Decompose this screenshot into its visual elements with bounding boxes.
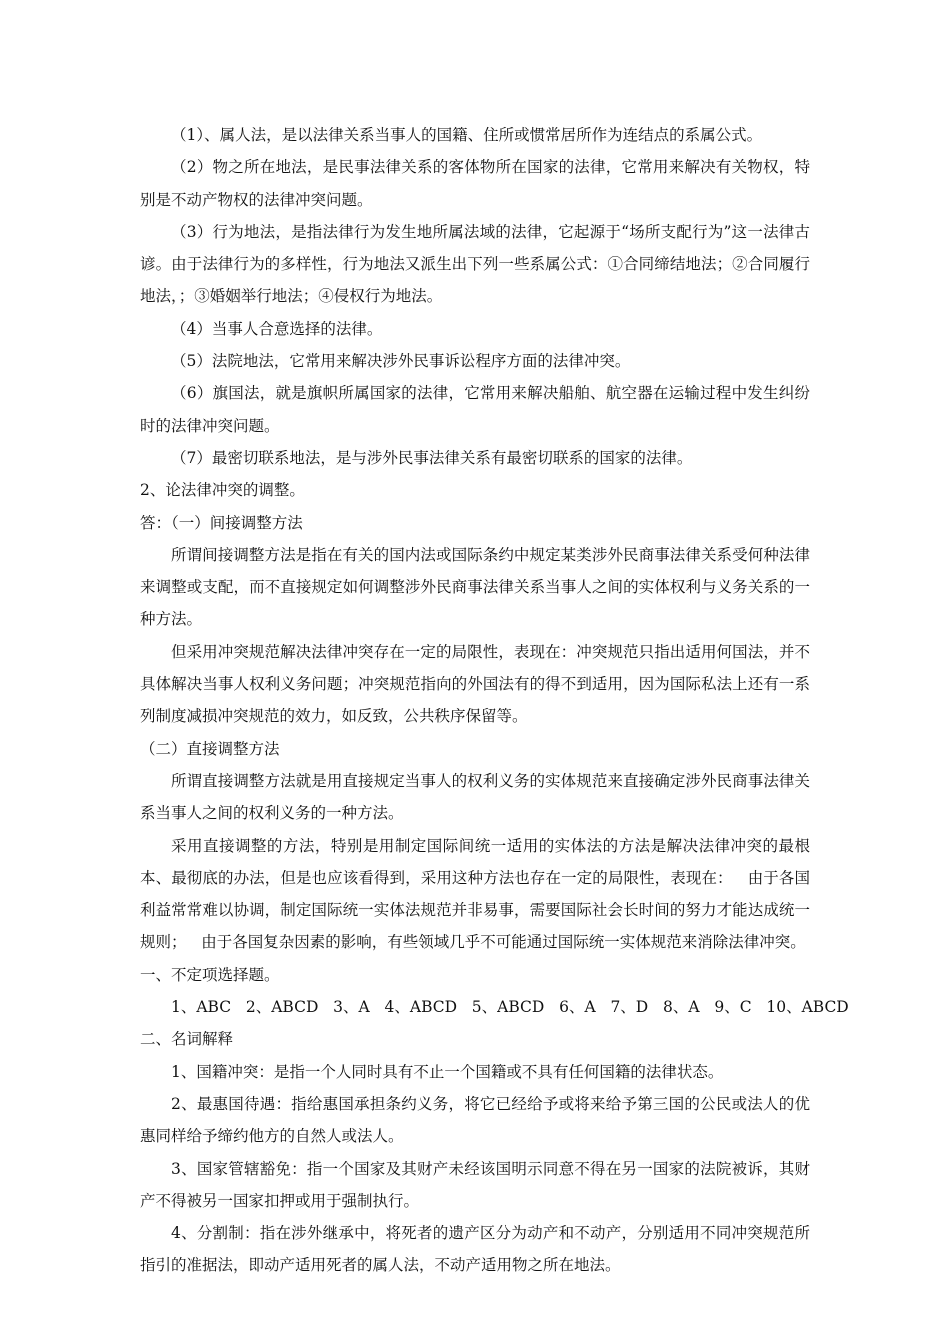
definition-state-immunity: 3、国家管辖豁免：指一个国家及其财产未经该国明示同意不得在另一国家的法院被诉，其财产不得被另一国家扣押或用于强制执行。 bbox=[140, 1159, 810, 1210]
paragraph-lex-loci-actus: （3）行为地法，是指法律行为发生地所属法域的法律，它起源于“场所支配行为”这一法律古谚。由于法律行为的多样性，行为地法又派生出下列一些系属公式：①合同缔结地法；②合同履行地法，；③婚姻举行地法；④侵权行为地法。 bbox=[140, 222, 810, 306]
paragraph-lex-fori: （5）法院地法，它常用来解决涉外民事诉讼程序方面的法律冲突。 bbox=[171, 352, 631, 371]
paragraph-flag-law: （6）旗国法，就是旗帜所属国家的法律，它常用来解决船舶、航空器在运输过程中发生纠纷时的法律冲突问题。 bbox=[140, 384, 810, 435]
paragraph-personal-law: （1）、属人法，是以法律关系当事人的国籍、住所或惯常居所作为连结点的系属公式。 bbox=[171, 126, 763, 144]
paragraph-direct-limits: 采用直接调整的方法，特别是用制定国际间统一适用的实体法的方法是解决法律冲突的最根本、最彻底的办法，但是也应该看得到，采用这种方法也存在一定的局限性，表现在： 由于各国利益常常难以协调，制定国际统一实体法规范并非易事，需要国际社会长时间的努力才能达成统一规则； 由于各国复杂因素的影响，有些领域几乎不可能通过国际统一实体规范来消除法律冲突。 bbox=[140, 836, 810, 952]
definition-scission-system: 4、分割制：指在涉外继承中，将死者的遗产区分为动产和不动产，分别适用不同冲突规范所指引的准据法，即动产适用死者的属人法，不动产适用物之所在地法。 bbox=[140, 1224, 810, 1275]
paragraph-direct-method: 所谓直接调整方法就是用直接规定当事人的权利义务的实体规范来直接确定涉外民商事法律关系当事人之间的权利义务的一种方法。 bbox=[140, 771, 810, 823]
answer-direct-heading: （二）直接调整方法 bbox=[140, 739, 280, 758]
paragraph-closest-connection: （7）最密切联系地法，是与涉外民事法律关系有最密切联系的国家的法律。 bbox=[171, 448, 693, 467]
definition-nationality-conflict: 1、国籍冲突：是指一个人同时具有不止一个国籍或不具有任何国籍的法律状态。 bbox=[171, 1062, 724, 1081]
section-term-definitions-heading: 二、名词解释 bbox=[140, 1030, 234, 1049]
document-body bbox=[140, 119, 849, 1282]
paragraph-lex-situs: （2）物之所在地法，是民事法律关系的客体物所在国家的法律，它常用来解决有关物权，特别是不动产物权的法律冲突问题。 bbox=[140, 158, 810, 209]
paragraph-party-autonomy: （4）当事人合意选择的法律。 bbox=[171, 319, 383, 338]
paragraph-indirect-limits: 但采用冲突规范解决法律冲突存在一定的局限性，表现在：冲突规范只指出适用何国法，并不具体解决当事人权利义务问题；冲突规范指向的外国法有的得不到适用，因为国际私法上还有一系列制度减损冲突规范的效力，如反致，公共秩序保留等。 bbox=[140, 642, 810, 726]
definition-most-favored-nation: 2、最惠国待遇：指给惠国承担条约义务，将它已经给予或将来给予第三国的公民或法人的优惠同样给予缔约他方的自然人或法人。 bbox=[140, 1094, 810, 1146]
paragraph-indirect-method: 所谓间接调整方法是指在有关的国内法或国际条约中规定某类涉外民商事法律关系受何种法律来调整或支配，而不直接规定如何调整涉外民商事法律关系当事人之间的实体权利与义务关系的一种方法。 bbox=[140, 545, 810, 629]
section-multiple-choice-heading: 一、不定项选择题。 bbox=[140, 965, 280, 984]
multiple-choice-answers: 1、ABC 2、ABCD 3、A 4、ABCD 5、ABCD 6、A 7、D 8、A 9、C 10、ABCD bbox=[171, 998, 849, 1017]
question-2-heading: 2、论法律冲突的调整。 bbox=[140, 481, 305, 500]
answer-indirect-heading: 答：（一）间接调整方法 bbox=[140, 513, 303, 532]
